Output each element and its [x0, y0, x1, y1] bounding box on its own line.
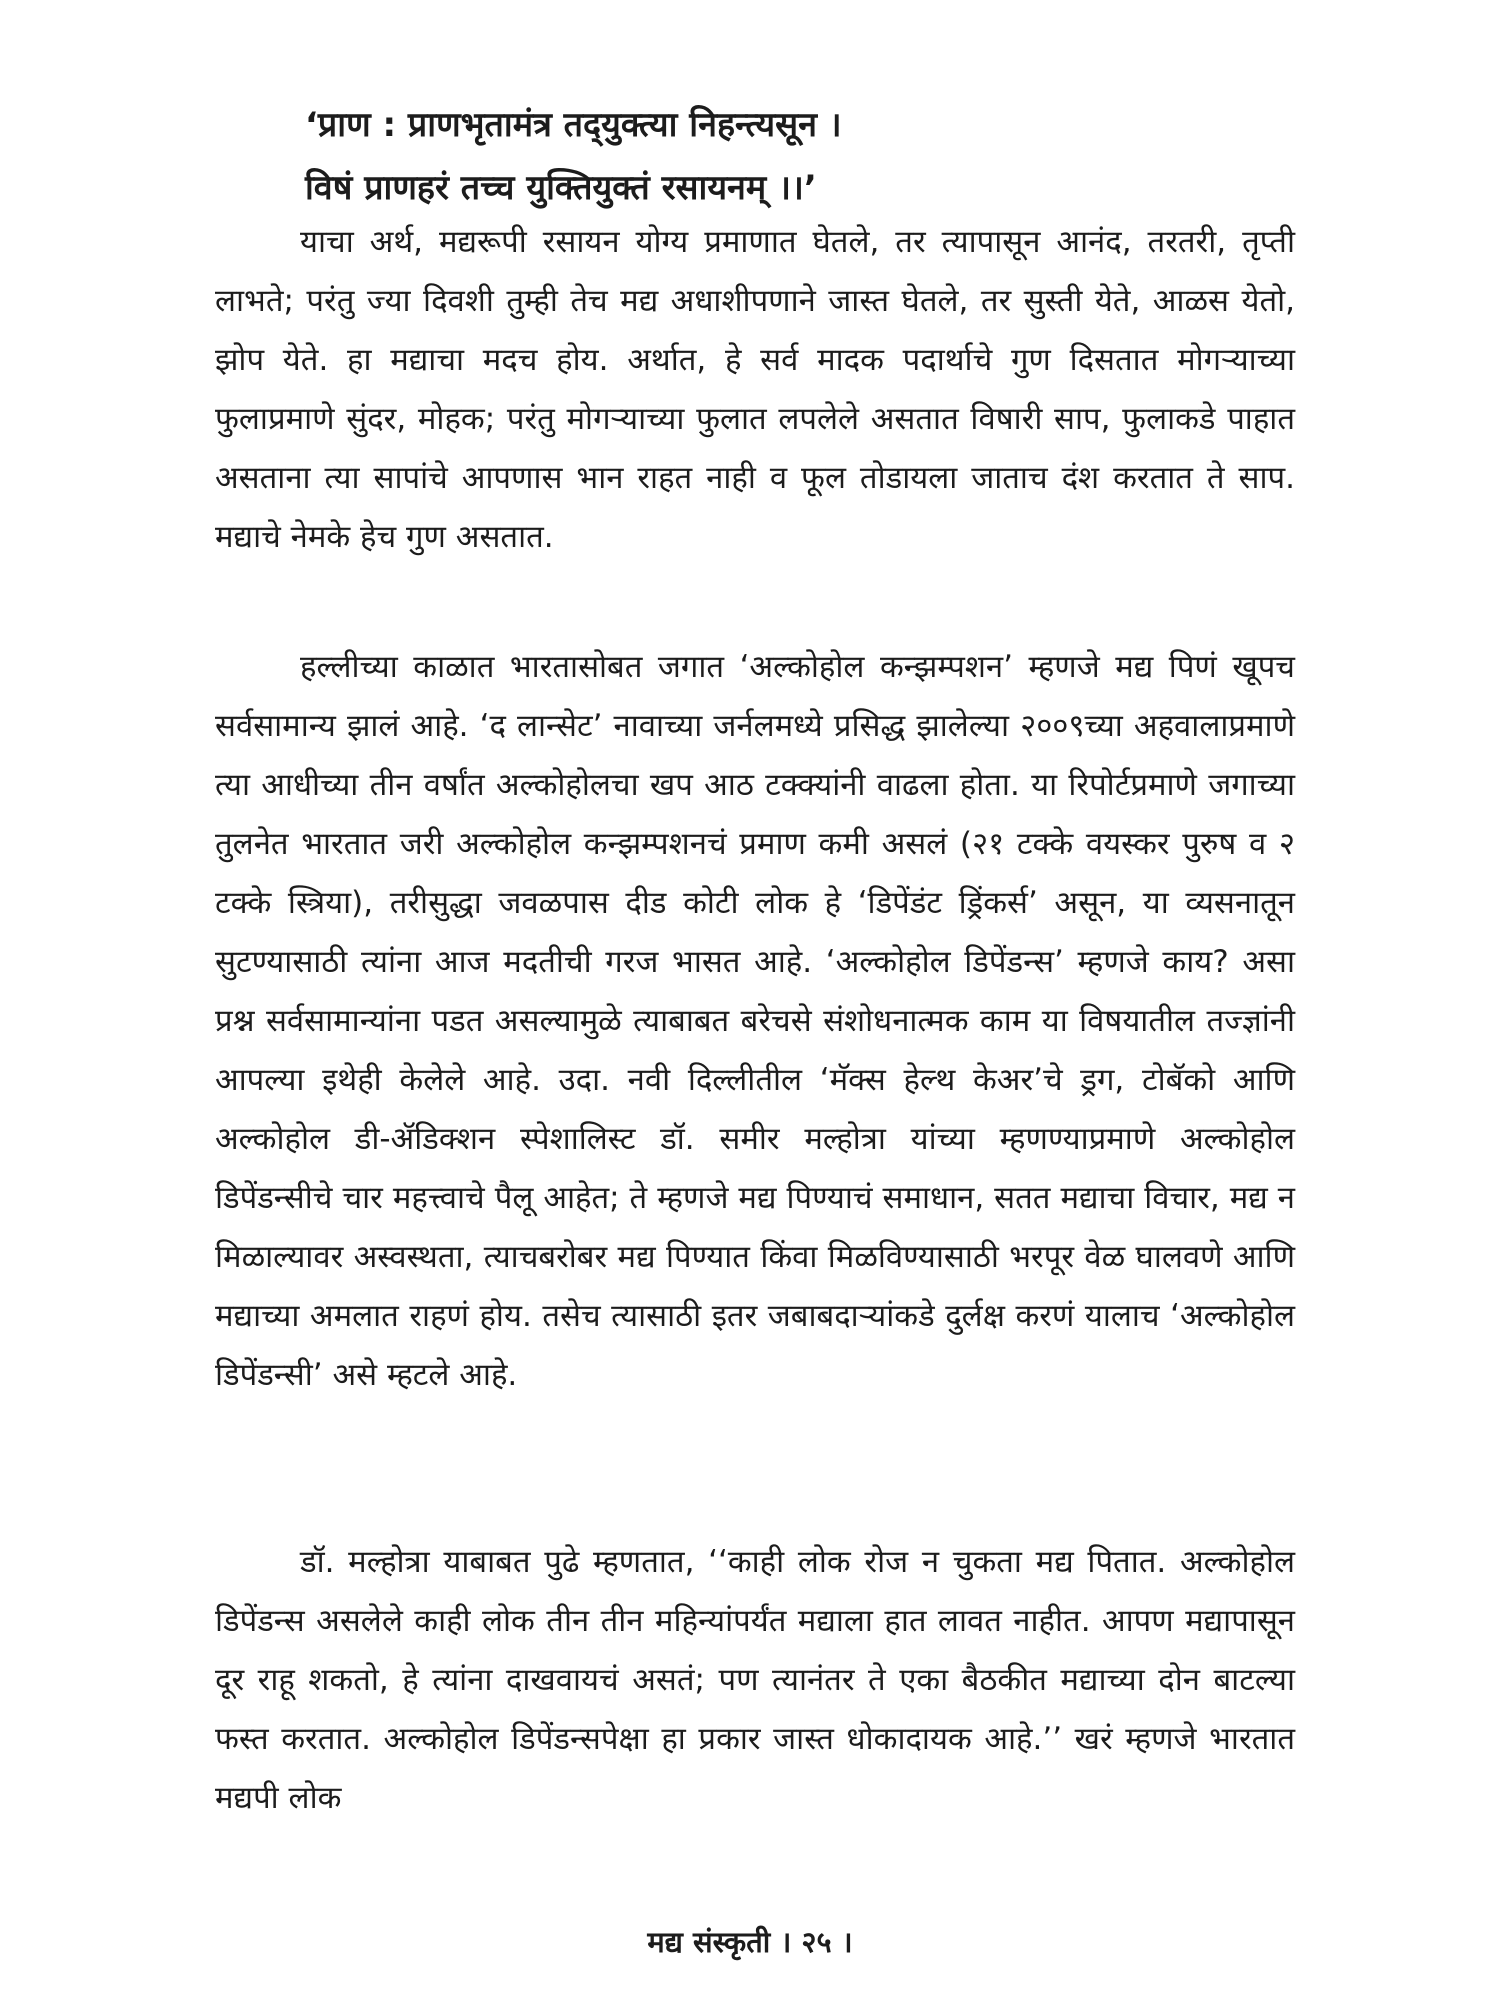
paragraph-1: याचा अर्थ, मद्यरूपी रसायन योग्य प्रमाणात घेतले, तर त्यापासून आनंद, तरतरी, तृप्ती लाभते; परंतु ज्या दिवशी तुम्ही तेच मद्य अधाशीपणाने जास्त घेतले, तर सुस्ती येते, आळस येतो, झोप येते. हा मद्याचा मदच होय. अर्थात, हे सर्व मादक पदार्थाचे गुण दिसतात मोगऱ्याच्या फुलाप्रमाणे सुंदर, मोहक; परंतु मोगऱ्याच्या फुलात लपलेले असतात विषारी साप, फुलाकडे पाहात असताना त्या सापांचे आपणास भान राहत नाही व फूल तोडायला जाताच दंश करतात ते साप. मद्याचे नेमके हेच गुण असतात.: [215, 224, 1295, 555]
sanskrit-verse-line-2: विषं प्राणहरं तच्च युक्तियुक्तं रसायनम्‌ ।।’: [305, 168, 817, 208]
paragraph-2: हल्लीच्या काळात भारतासोबत जगात ‘अल्कोहोल कन्झम्पशन’ म्हणजे मद्य पिणं खूपच सर्वसामान्य झालं आहे. ‘द लान्सेट’ नावाच्या जर्नलमध्ये प्रसिद्ध झालेल्या २००९च्या अहवालाप्रमाणे त्या आधीच्या तीन वर्षांत अल्कोहोलचा खप आठ टक्क्यांनी वाढला होता. या रिपोर्टप्रमाणे जगाच्या तुलनेत भारतात जरी अल्कोहोल कन्झम्पशनचं प्रमाण कमी असलं (२१ टक्के वयस्कर पुरुष व २ टक्के स्त्रिया), तरीसुद्धा जवळपास दीड कोटी लोक हे ‘डिपेंडंट ड्रिंकर्स’ असून, या व्यसनातून सुटण्यासाठी त्यांना आज मदतीची गरज भासत आहे. ‘अल्कोहोल डिपेंडन्स’ म्हणजे काय? असा प्रश्न सर्वसामान्यांना पडत असल्यामुळे त्याबाबत बरेचसे संशोधनात्मक काम या विषयातील तज्ज्ञांनी आपल्या इथेही केलेले आहे. उदा. नवी दिल्लीतील ‘मॅक्स हेल्थ केअर’चे ड्रग, टोबॅको आणि अल्कोहोल डी-ॲडिक्शन स्पेशालिस्ट डॉ. समीर मल्होत्रा यांच्या म्हणण्याप्रमाणे अल्कोहोल डिपेंडन्सीचे चार महत्त्वाचे पैलू आहेत; ते म्हणजे मद्य पिण्याचं समाधान, सतत मद्याचा विचार, मद्य न मिळाल्यावर अस्वस्थता, त्याचबरोबर मद्य पिण्यात किंवा मिळविण्यासाठी भरपूर वेळ घालवणे आणि मद्याच्या अमलात राहणं होय. तसेच त्यासाठी इतर जबाबदाऱ्यांकडे दुर्लक्ष करणं यालाच ‘अल्कोहोल डिपेंडन्सी’ असे म्हटले आहे.: [215, 649, 1295, 1393]
sanskrit-verse-line-1: ‘प्राण : प्राणभृतामंत्र तद्‌युक्त्या निहन्त्यसून ।: [305, 105, 842, 145]
paragraph-3: डॉ. मल्होत्रा याबाबत पुढे म्हणतात, ‘‘काही लोक रोज न चुकता मद्य पितात. अल्कोहोल डिपेंडन्स असलेले काही लोक तीन तीन महिन्यांपर्यंत मद्याला हात लावत नाहीत. आपण मद्यापासून दूर राहू शकतो, हे त्यांना दाखवायचं असतं; पण त्यानंतर ते एका बैठकीत मद्याच्या दोन बाटल्या फस्त करतात. अल्कोहोल डिपेंडन्सपेक्षा हा प्रकार जास्त धोकादायक आहे.’’ खरं म्हणजे भारतात मद्यपी लोक: [215, 1544, 1295, 1816]
page-footer: मद्य संस्कृती । २५ ।: [647, 1925, 853, 1959]
